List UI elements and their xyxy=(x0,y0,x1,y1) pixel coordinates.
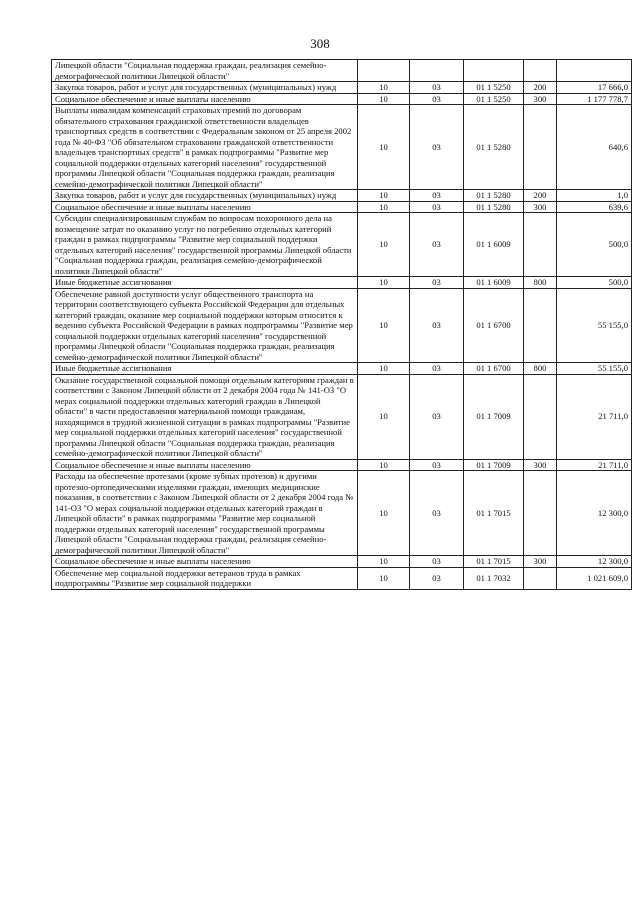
table-row xyxy=(52,556,632,568)
row-expense-type xyxy=(524,105,557,190)
row-description: Иные бюджетные ассигнования xyxy=(52,277,358,289)
row-amount: 500,0 xyxy=(557,213,632,277)
row-amount: 17 666,0 xyxy=(557,82,632,94)
row-expense-type xyxy=(524,471,557,556)
row-target-article: 01 1 5280 xyxy=(464,190,524,202)
row-target-article: 01 1 6009 xyxy=(464,213,524,277)
row-amount: 12 300,0 xyxy=(557,471,632,556)
row-subsection: 03 xyxy=(410,201,464,213)
row-expense-type xyxy=(524,288,557,363)
row-section: 10 xyxy=(358,105,410,190)
row-target-article: 01 1 7015 xyxy=(464,471,524,556)
row-description: Закупка товаров, работ и услуг для государственных (муниципальных) нужд xyxy=(52,82,358,94)
row-subsection: 03 xyxy=(410,190,464,202)
row-amount: 1 021 609,0 xyxy=(557,567,632,589)
row-subsection: 03 xyxy=(410,93,464,105)
row-section: 10 xyxy=(358,82,410,94)
table-row xyxy=(52,567,632,589)
table-row xyxy=(52,201,632,213)
row-section: 10 xyxy=(358,213,410,277)
row-target-article: 01 1 5280 xyxy=(464,105,524,190)
row-subsection: 03 xyxy=(410,556,464,568)
row-section: 10 xyxy=(358,374,410,459)
row-section: 10 xyxy=(358,567,410,589)
row-description: Липецкой области "Социальная поддержка граждан, реализация семейно-демографической политики Липецкой области" xyxy=(52,60,358,82)
row-description: Социальное обеспечение и иные выплаты населению xyxy=(52,93,358,105)
row-amount: 640,6 xyxy=(557,105,632,190)
row-description: Обеспечение равной доступности услуг общественного транспорта на территории соответствующего субъекта Российской Федерации для отдельных категорий граждан, оказание мер социальной поддержки которым относится к ведению субъекта Российской Федерации в рамках подпрограммы "Развитие мер социальной поддержки отдельных категорий населения" государственной программы Липецкой области "Социальная поддержка граждан, реализация семейно-демографической политики Липецкой области" xyxy=(52,288,358,363)
row-description: Обеспечение мер социальной поддержки ветеранов труда в рамках подпрограммы "Развитие мер социальной поддержки xyxy=(52,567,358,589)
table-row xyxy=(52,374,632,459)
row-section: 10 xyxy=(358,288,410,363)
row-amount: 12 300,0 xyxy=(557,556,632,568)
row-description: Субсидии специализированным службам по вопросам похоронного дела на возмещение затрат по оказанию услуг по погребению отдельных категорий граждан в рамках подпрограммы "Развитие мер социальной поддержки отдельных категорий населения" государственной программы Липецкой области "Социальная поддержка граждан, реализация семейно-демографической политики Липецкой области" xyxy=(52,213,358,277)
table-row xyxy=(52,82,632,94)
row-expense-type xyxy=(524,567,557,589)
row-expense-type: 300 xyxy=(524,201,557,213)
row-expense-type: 300 xyxy=(524,93,557,105)
row-target-article: 01 1 5250 xyxy=(464,93,524,105)
table-row xyxy=(52,459,632,471)
row-expense-type: 200 xyxy=(524,82,557,94)
row-expense-type xyxy=(524,374,557,459)
table-row xyxy=(52,60,632,82)
row-expense-type xyxy=(524,213,557,277)
table-row xyxy=(52,105,632,190)
row-section: 10 xyxy=(358,93,410,105)
row-target-article: 01 1 6700 xyxy=(464,288,524,363)
row-subsection: 03 xyxy=(410,105,464,190)
row-section: 10 xyxy=(358,201,410,213)
row-target-article: 01 1 7009 xyxy=(464,374,524,459)
row-section: 10 xyxy=(358,556,410,568)
table-row xyxy=(52,288,632,363)
row-expense-type: 800 xyxy=(524,277,557,289)
row-description: Оказание государственной социальной помощи отдельным категориям граждан в соответствии с Законом Липецкой области от 2 декабря 2004 года № 141-ОЗ "О мерах социальной поддержки отдельных категорий граждан в Липецкой области" в части предоставления материальной помощи гражданам, находящимся в трудной жизненной ситуации в рамках подпрограммы "Развитие мер социальной поддержки отдельных категорий населения" государственной программы Липецкой области "Социальная поддержка граждан, реализация семейно-демографической политики Липецкой области" xyxy=(52,374,358,459)
row-subsection: 03 xyxy=(410,277,464,289)
row-section: 10 xyxy=(358,277,410,289)
row-expense-type: 300 xyxy=(524,556,557,568)
row-expense-type: 200 xyxy=(524,190,557,202)
table-row xyxy=(52,363,632,375)
row-description: Расходы на обеспечение протезами (кроме зубных протезов) и другими протезно-ортопедическими изделиями граждан, имеющих медицинские показания, в соответствии с Законом Липецкой области от 2 декабря 2004 года № 141-ОЗ "О мерах социальной поддержки отдельных категорий граждан в Липецкой области" в рамках подпрограммы "Развитие мер социальной поддержки отдельных категорий населения" государственной программы Липецкой области "Социальная поддержка граждан, реализация семейно-демографической политики Липецкой области" xyxy=(52,471,358,556)
row-description: Социальное обеспечение и иные выплаты населению xyxy=(52,556,358,568)
row-amount: 21 711,0 xyxy=(557,374,632,459)
row-amount: 1 177 778,7 xyxy=(557,93,632,105)
row-amount: 1,0 xyxy=(557,190,632,202)
row-target-article: 01 1 7015 xyxy=(464,556,524,568)
row-section xyxy=(358,60,410,82)
table-row xyxy=(52,213,632,277)
row-target-article: 01 1 5250 xyxy=(464,82,524,94)
row-subsection: 03 xyxy=(410,213,464,277)
table-row xyxy=(52,93,632,105)
row-expense-type: 800 xyxy=(524,363,557,375)
row-section: 10 xyxy=(358,459,410,471)
row-description: Иные бюджетные ассигнования xyxy=(52,363,358,375)
row-amount: 55 155,0 xyxy=(557,288,632,363)
page-number: 308 xyxy=(310,36,330,51)
row-section: 10 xyxy=(358,471,410,556)
row-section: 10 xyxy=(358,363,410,375)
row-description: Социальное обеспечение и иные выплаты населению xyxy=(52,459,358,471)
row-target-article: 01 1 7009 xyxy=(464,459,524,471)
budget-table-body xyxy=(52,60,632,590)
row-target-article: 01 1 5280 xyxy=(464,201,524,213)
table-row xyxy=(52,277,632,289)
row-subsection: 03 xyxy=(410,459,464,471)
budget-table xyxy=(51,59,632,590)
row-description: Закупка товаров, работ и услуг для государственных (муниципальных) нужд xyxy=(52,190,358,202)
row-amount: 21 711,0 xyxy=(557,459,632,471)
table-row xyxy=(52,471,632,556)
row-subsection: 03 xyxy=(410,82,464,94)
row-amount: 500,0 xyxy=(557,277,632,289)
row-amount xyxy=(557,60,632,82)
row-expense-type: 300 xyxy=(524,459,557,471)
row-subsection: 03 xyxy=(410,567,464,589)
row-target-article: 01 1 6700 xyxy=(464,363,524,375)
row-target-article: 01 1 7032 xyxy=(464,567,524,589)
row-expense-type xyxy=(524,60,557,82)
row-subsection: 03 xyxy=(410,363,464,375)
row-subsection: 03 xyxy=(410,374,464,459)
row-subsection xyxy=(410,60,464,82)
row-amount: 55 155,0 xyxy=(557,363,632,375)
table-row xyxy=(52,190,632,202)
row-description: Выплаты инвалидам компенсаций страховых премий по договорам обязательного страхования гражданской ответственности владельцев транспортных средств в соответствии с Федеральным законом от 25 апреля 2002 года № 40-ФЗ "Об обязательном страховании гражданской ответственности владельцев транспортных средств" в рамках подпрограммы "Развитие мер социальной поддержки отдельных категорий населения" государственной программы Липецкой области "Социальная поддержка граждан, реализация семейно-демографической политики Липецкой области" xyxy=(52,105,358,190)
row-subsection: 03 xyxy=(410,288,464,363)
row-section: 10 xyxy=(358,190,410,202)
row-target-article: 01 1 6009 xyxy=(464,277,524,289)
row-subsection: 03 xyxy=(410,471,464,556)
row-target-article xyxy=(464,60,524,82)
row-amount: 639,6 xyxy=(557,201,632,213)
row-description: Социальное обеспечение и иные выплаты населению xyxy=(52,201,358,213)
